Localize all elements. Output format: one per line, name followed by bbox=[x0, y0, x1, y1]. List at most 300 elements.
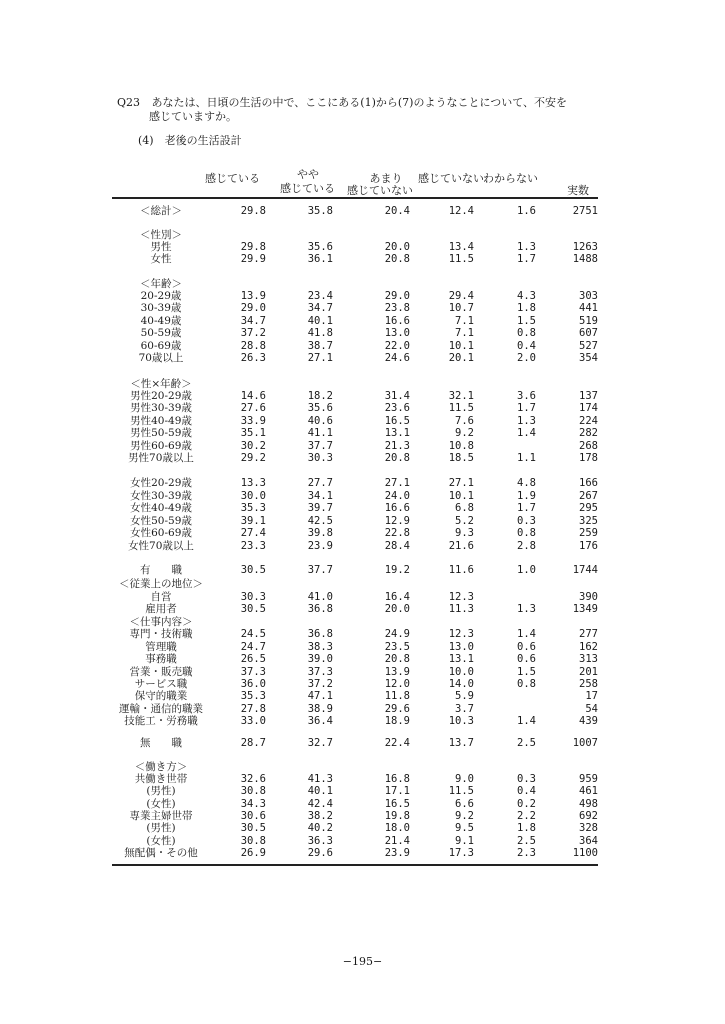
row-label: ＜働き方＞ bbox=[134, 761, 188, 773]
row-label: 女性20-29歳 bbox=[130, 477, 192, 489]
row-value: 36.8 bbox=[307, 628, 333, 640]
table-row bbox=[112, 502, 598, 514]
table-row bbox=[112, 678, 598, 690]
row-value: 1.7 bbox=[517, 502, 536, 514]
row-label: 専門・技術職 bbox=[129, 628, 193, 640]
row-value: 38.2 bbox=[307, 810, 333, 822]
row-count: 178 bbox=[579, 452, 598, 464]
row-value: 37.2 bbox=[307, 678, 333, 690]
row-value: 29.9 bbox=[240, 253, 266, 265]
row-value: 9.1 bbox=[455, 835, 474, 847]
row-value: 17.1 bbox=[384, 785, 410, 797]
row-count: 277 bbox=[579, 628, 598, 640]
row-value: 30.6 bbox=[240, 810, 266, 822]
row-value: 42.4 bbox=[307, 798, 333, 810]
row-value: 16.5 bbox=[384, 798, 410, 810]
row-value: 0.3 bbox=[517, 515, 536, 527]
row-count: 267 bbox=[579, 490, 598, 502]
row-value: 0.6 bbox=[517, 653, 536, 665]
row-count: 282 bbox=[579, 427, 598, 439]
row-value: 1.3 bbox=[517, 603, 536, 615]
row-value: 39.1 bbox=[240, 515, 266, 527]
row-count: 461 bbox=[579, 785, 598, 797]
row-value: 26.5 bbox=[240, 653, 266, 665]
row-value: 35.3 bbox=[240, 502, 266, 514]
row-value: 7.6 bbox=[455, 415, 474, 427]
row-value: 21.3 bbox=[384, 440, 410, 452]
row-value: 23.6 bbox=[384, 402, 410, 414]
row-value: 0.4 bbox=[517, 340, 536, 352]
row-value: 23.8 bbox=[384, 302, 410, 314]
row-value: 1.8 bbox=[517, 302, 536, 314]
table-row bbox=[112, 527, 598, 539]
row-value: 1.1 bbox=[517, 452, 536, 464]
row-value: 7.1 bbox=[455, 327, 474, 339]
row-value: 3.6 bbox=[517, 390, 536, 402]
row-label: サービス職 bbox=[134, 678, 188, 690]
header-col1: 感じている bbox=[205, 172, 260, 185]
table-row bbox=[112, 785, 598, 797]
row-value: 10.1 bbox=[448, 340, 474, 352]
row-label: 有 職 bbox=[140, 564, 182, 576]
row-count: 176 bbox=[579, 540, 598, 552]
row-count: 166 bbox=[579, 477, 598, 489]
row-value: 41.1 bbox=[307, 427, 333, 439]
table-row bbox=[112, 440, 598, 452]
row-value: 29.4 bbox=[448, 290, 474, 302]
row-value: 5.2 bbox=[455, 515, 474, 527]
row-value: 9.0 bbox=[455, 773, 474, 785]
row-value: 1.0 bbox=[517, 564, 536, 576]
row-value: 4.3 bbox=[517, 290, 536, 302]
row-value: 34.1 bbox=[307, 490, 333, 502]
row-label: 40-49歳 bbox=[140, 315, 182, 327]
row-value: 38.9 bbox=[307, 703, 333, 715]
row-value: 13.1 bbox=[384, 427, 410, 439]
row-label: 男性20-29歳 bbox=[130, 390, 192, 402]
row-label: 男性50-59歳 bbox=[130, 427, 192, 439]
row-value: 22.4 bbox=[384, 737, 410, 749]
row-value: 0.6 bbox=[517, 641, 536, 653]
row-count: 328 bbox=[579, 822, 598, 834]
row-value: 35.1 bbox=[240, 427, 266, 439]
table-row bbox=[112, 352, 598, 364]
row-value: 32.6 bbox=[240, 773, 266, 785]
row-value: 26.3 bbox=[240, 352, 266, 364]
row-value: 10.1 bbox=[448, 490, 474, 502]
row-value: 0.4 bbox=[517, 785, 536, 797]
row-value: 35.6 bbox=[307, 241, 333, 253]
row-label: 事務職 bbox=[145, 653, 177, 665]
row-value: 16.5 bbox=[384, 415, 410, 427]
row-value: 19.8 bbox=[384, 810, 410, 822]
row-label: 30-39歳 bbox=[140, 302, 182, 314]
row-value: 12.4 bbox=[448, 205, 474, 217]
row-value: 6.6 bbox=[455, 798, 474, 810]
row-value: 30.2 bbox=[240, 440, 266, 452]
row-value: 26.9 bbox=[240, 847, 266, 859]
row-value: 9.3 bbox=[455, 527, 474, 539]
row-value: 24.5 bbox=[240, 628, 266, 640]
row-value: 30.3 bbox=[240, 591, 266, 603]
row-value: 16.8 bbox=[384, 773, 410, 785]
row-value: 27.7 bbox=[307, 477, 333, 489]
row-value: 22.0 bbox=[384, 340, 410, 352]
row-count: 17 bbox=[585, 690, 598, 702]
row-value: 29.2 bbox=[240, 452, 266, 464]
row-value: 40.1 bbox=[307, 785, 333, 797]
row-label: 技能工・労務職 bbox=[124, 715, 198, 727]
row-value: 21.6 bbox=[448, 540, 474, 552]
row-label: ＜性別＞ bbox=[140, 229, 182, 241]
row-count: 259 bbox=[579, 527, 598, 539]
row-value: 39.7 bbox=[307, 502, 333, 514]
row-count: 441 bbox=[579, 302, 598, 314]
row-value: 13.4 bbox=[448, 241, 474, 253]
row-value: 36.0 bbox=[240, 678, 266, 690]
question-line-1 bbox=[117, 96, 567, 110]
row-value: 3.7 bbox=[455, 703, 474, 715]
row-value: 41.8 bbox=[307, 327, 333, 339]
row-value: 35.6 bbox=[307, 402, 333, 414]
row-value: 17.3 bbox=[448, 847, 474, 859]
row-value: 0.8 bbox=[517, 527, 536, 539]
row-value: 27.1 bbox=[448, 477, 474, 489]
row-value: 13.9 bbox=[384, 666, 410, 678]
row-count: 201 bbox=[579, 666, 598, 678]
question-number: Q23 bbox=[117, 96, 141, 109]
row-value: 2.5 bbox=[517, 835, 536, 847]
row-value: 36.4 bbox=[307, 715, 333, 727]
row-value: 0.3 bbox=[517, 773, 536, 785]
row-value: 9.5 bbox=[455, 822, 474, 834]
row-value: 37.2 bbox=[240, 327, 266, 339]
row-value: 28.4 bbox=[384, 540, 410, 552]
row-value: 24.6 bbox=[384, 352, 410, 364]
row-count: 439 bbox=[579, 715, 598, 727]
table-row bbox=[112, 847, 598, 859]
row-value: 4.8 bbox=[517, 477, 536, 489]
row-value: 29.8 bbox=[240, 241, 266, 253]
row-value: 2.5 bbox=[517, 737, 536, 749]
page-number: −195− bbox=[342, 955, 383, 968]
row-label: 男性40-49歳 bbox=[130, 415, 192, 427]
row-value: 35.3 bbox=[240, 690, 266, 702]
row-value: 7.1 bbox=[455, 315, 474, 327]
row-count: 498 bbox=[579, 798, 598, 810]
row-value: 2.0 bbox=[517, 352, 536, 364]
table-row bbox=[112, 415, 598, 427]
row-count: 54 bbox=[585, 703, 598, 715]
row-value: 13.1 bbox=[448, 653, 474, 665]
row-label: ＜総計＞ bbox=[140, 205, 182, 217]
row-value: 40.6 bbox=[307, 415, 333, 427]
header-col4: 感じていない bbox=[418, 172, 484, 185]
row-count: 1349 bbox=[572, 603, 598, 615]
row-value: 11.5 bbox=[448, 785, 474, 797]
row-value: 40.2 bbox=[307, 822, 333, 834]
row-value: 13.9 bbox=[240, 290, 266, 302]
row-label: 女性40-49歳 bbox=[130, 502, 192, 514]
table-row bbox=[112, 302, 598, 314]
table-top-rule bbox=[112, 197, 598, 199]
header-col5: わからない bbox=[483, 172, 538, 185]
row-value: 14.6 bbox=[240, 390, 266, 402]
table-row bbox=[112, 427, 598, 439]
row-label: ＜従業上の地位＞ bbox=[119, 578, 203, 590]
row-value: 20.1 bbox=[448, 352, 474, 364]
row-value: 36.3 bbox=[307, 835, 333, 847]
row-value: 12.3 bbox=[448, 628, 474, 640]
row-value: 27.8 bbox=[240, 703, 266, 715]
row-value: 24.9 bbox=[384, 628, 410, 640]
row-value: 18.9 bbox=[384, 715, 410, 727]
row-count: 519 bbox=[579, 315, 598, 327]
row-value: 38.3 bbox=[307, 641, 333, 653]
row-value: 39.0 bbox=[307, 653, 333, 665]
row-label: 共働き世帯 bbox=[134, 773, 188, 785]
row-label: 男性30-39歳 bbox=[130, 402, 192, 414]
row-value: 0.2 bbox=[517, 798, 536, 810]
row-value: 16.6 bbox=[384, 315, 410, 327]
row-value: 20.8 bbox=[384, 253, 410, 265]
table-row bbox=[112, 653, 598, 665]
row-value: 1.4 bbox=[517, 628, 536, 640]
row-label: 女性50-59歳 bbox=[130, 515, 192, 527]
row-value: 29.8 bbox=[240, 205, 266, 217]
row-value: 11.6 bbox=[448, 564, 474, 576]
question-text-1: あなたは、日頃の生活の中で、ここにある(1)から(7)のようなことについて、不安を bbox=[151, 96, 568, 109]
row-count: 1007 bbox=[572, 737, 598, 749]
row-value: 41.0 bbox=[307, 591, 333, 603]
row-value: 39.8 bbox=[307, 527, 333, 539]
row-value: 30.8 bbox=[240, 785, 266, 797]
table-row bbox=[112, 205, 598, 217]
row-label: ＜仕事内容＞ bbox=[129, 616, 193, 628]
row-value: 27.1 bbox=[307, 352, 333, 364]
table-row bbox=[112, 340, 598, 352]
row-label: 女性30-39歳 bbox=[130, 490, 192, 502]
table-row bbox=[112, 278, 598, 290]
table-row bbox=[112, 666, 598, 678]
row-label: 20-29歳 bbox=[140, 290, 182, 302]
table-row bbox=[112, 290, 598, 302]
row-count: 354 bbox=[579, 352, 598, 364]
row-count: 174 bbox=[579, 402, 598, 414]
table-row bbox=[112, 253, 598, 265]
row-value: 10.7 bbox=[448, 302, 474, 314]
question-subtitle: (4) 老後の生活設計 bbox=[138, 134, 242, 147]
row-value: 12.9 bbox=[384, 515, 410, 527]
row-value: 20.0 bbox=[384, 603, 410, 615]
row-value: 13.0 bbox=[448, 641, 474, 653]
row-value: 1.4 bbox=[517, 427, 536, 439]
row-value: 18.5 bbox=[448, 452, 474, 464]
row-count: 607 bbox=[579, 327, 598, 339]
row-value: 30.5 bbox=[240, 822, 266, 834]
row-label: 雇用者 bbox=[145, 603, 177, 615]
row-label: 70歳以上 bbox=[138, 352, 184, 364]
row-value: 29.6 bbox=[307, 847, 333, 859]
row-label: (女性) bbox=[146, 798, 176, 810]
table-row bbox=[112, 773, 598, 785]
row-value: 37.3 bbox=[307, 666, 333, 678]
row-value: 29.0 bbox=[240, 302, 266, 314]
row-value: 1.5 bbox=[517, 666, 536, 678]
row-value: 10.3 bbox=[448, 715, 474, 727]
row-value: 28.7 bbox=[240, 737, 266, 749]
row-value: 12.3 bbox=[448, 591, 474, 603]
table-row bbox=[112, 628, 598, 640]
row-value: 21.4 bbox=[384, 835, 410, 847]
row-value: 36.1 bbox=[307, 253, 333, 265]
row-count: 268 bbox=[579, 440, 598, 452]
table-row bbox=[112, 616, 598, 628]
row-value: 5.9 bbox=[455, 690, 474, 702]
row-count: 527 bbox=[579, 340, 598, 352]
row-value: 36.8 bbox=[307, 603, 333, 615]
table-row bbox=[112, 798, 598, 810]
table-row bbox=[112, 229, 598, 241]
row-value: 31.4 bbox=[384, 390, 410, 402]
row-label: 無配偶・その他 bbox=[124, 847, 198, 859]
row-label: 管理職 bbox=[145, 641, 177, 653]
row-count: 295 bbox=[579, 502, 598, 514]
header-col3b: 感じていない bbox=[347, 184, 413, 197]
row-count: 224 bbox=[579, 415, 598, 427]
row-value: 30.3 bbox=[307, 452, 333, 464]
row-value: 1.9 bbox=[517, 490, 536, 502]
row-label: 男性70歳以上 bbox=[128, 452, 194, 464]
row-value: 33.0 bbox=[240, 715, 266, 727]
row-value: 10.8 bbox=[448, 440, 474, 452]
row-value: 33.9 bbox=[240, 415, 266, 427]
row-value: 27.1 bbox=[384, 477, 410, 489]
row-value: 2.8 bbox=[517, 540, 536, 552]
row-value: 30.5 bbox=[240, 603, 266, 615]
row-value: 1.3 bbox=[517, 415, 536, 427]
row-label: 女性60-69歳 bbox=[130, 527, 192, 539]
row-value: 32.1 bbox=[448, 390, 474, 402]
row-value: 23.9 bbox=[307, 540, 333, 552]
table-row bbox=[112, 390, 598, 402]
table-row bbox=[112, 603, 598, 615]
row-count: 325 bbox=[579, 515, 598, 527]
row-value: 22.8 bbox=[384, 527, 410, 539]
row-value: 1.7 bbox=[517, 253, 536, 265]
table-row bbox=[112, 641, 598, 653]
table-row bbox=[112, 540, 598, 552]
row-value: 20.8 bbox=[384, 452, 410, 464]
row-count: 137 bbox=[579, 390, 598, 402]
row-value: 1.6 bbox=[517, 205, 536, 217]
row-value: 9.2 bbox=[455, 810, 474, 822]
row-value: 1.3 bbox=[517, 241, 536, 253]
row-label: 自営 bbox=[150, 591, 172, 603]
row-value: 27.4 bbox=[240, 527, 266, 539]
row-count: 303 bbox=[579, 290, 598, 302]
table-row bbox=[112, 715, 598, 727]
row-value: 23.3 bbox=[240, 540, 266, 552]
row-label: (女性) bbox=[146, 835, 176, 847]
header-col3a: あまり bbox=[369, 172, 403, 185]
row-value: 13.3 bbox=[240, 477, 266, 489]
row-value: 24.7 bbox=[240, 641, 266, 653]
row-count: 390 bbox=[579, 591, 598, 603]
row-value: 16.4 bbox=[384, 591, 410, 603]
row-value: 2.2 bbox=[517, 810, 536, 822]
row-value: 34.3 bbox=[240, 798, 266, 810]
row-label: (男性) bbox=[146, 822, 176, 834]
row-value: 23.4 bbox=[307, 290, 333, 302]
row-label: 専業主婦世帯 bbox=[129, 810, 193, 822]
row-value: 27.6 bbox=[240, 402, 266, 414]
row-value: 1.4 bbox=[517, 715, 536, 727]
row-value: 20.0 bbox=[384, 241, 410, 253]
row-label: 男性 bbox=[150, 241, 172, 253]
row-value: 20.4 bbox=[384, 205, 410, 217]
table-row bbox=[112, 327, 598, 339]
table-row bbox=[112, 690, 598, 702]
row-label: 女性70歳以上 bbox=[128, 540, 194, 552]
row-count: 2751 bbox=[572, 205, 598, 217]
table-row bbox=[112, 591, 598, 603]
row-count: 959 bbox=[579, 773, 598, 785]
row-value: 12.0 bbox=[384, 678, 410, 690]
row-label: ＜性×年齢＞ bbox=[130, 378, 192, 390]
row-value: 38.7 bbox=[307, 340, 333, 352]
row-value: 11.8 bbox=[384, 690, 410, 702]
row-value: 16.6 bbox=[384, 502, 410, 514]
row-value: 13.0 bbox=[384, 327, 410, 339]
row-value: 29.0 bbox=[384, 290, 410, 302]
row-value: 1.5 bbox=[517, 315, 536, 327]
table-row bbox=[112, 810, 598, 822]
header-col2a: やや bbox=[297, 168, 319, 181]
row-count: 1100 bbox=[572, 847, 598, 859]
row-label: 男性60-69歳 bbox=[130, 440, 192, 452]
row-count: 258 bbox=[579, 678, 598, 690]
header-col2b: 感じている bbox=[280, 182, 335, 195]
row-label: 50-59歳 bbox=[140, 327, 182, 339]
row-value: 37.7 bbox=[307, 564, 333, 576]
row-value: 23.5 bbox=[384, 641, 410, 653]
table-row bbox=[112, 822, 598, 834]
row-value: 35.8 bbox=[307, 205, 333, 217]
row-count: 162 bbox=[579, 641, 598, 653]
row-label: 無 職 bbox=[140, 737, 182, 749]
row-count: 1744 bbox=[572, 564, 598, 576]
row-label: 保守的職業 bbox=[134, 690, 188, 702]
row-value: 18.0 bbox=[384, 822, 410, 834]
row-value: 11.3 bbox=[448, 603, 474, 615]
row-label: 営業・販売職 bbox=[129, 666, 193, 678]
row-value: 34.7 bbox=[240, 315, 266, 327]
row-value: 13.7 bbox=[448, 737, 474, 749]
table-row bbox=[112, 737, 598, 749]
row-count: 364 bbox=[579, 835, 598, 847]
table-row bbox=[112, 578, 598, 590]
row-label: (男性) bbox=[146, 785, 176, 797]
table-row bbox=[112, 477, 598, 489]
row-value: 32.7 bbox=[307, 737, 333, 749]
row-value: 11.5 bbox=[448, 402, 474, 414]
row-label: 60-69歳 bbox=[140, 340, 182, 352]
row-count: 692 bbox=[579, 810, 598, 822]
table-row bbox=[112, 835, 598, 847]
question-line-2: 感じていますか。 bbox=[149, 110, 237, 123]
row-label: ＜年齢＞ bbox=[140, 278, 182, 290]
